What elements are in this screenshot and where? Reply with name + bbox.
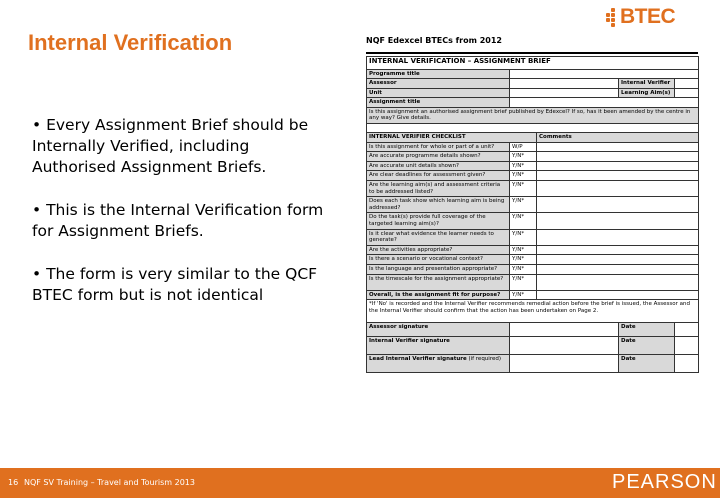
checklist-answer: Y/N* [510,152,537,162]
footer-text: NQF SV Training – Travel and Tourism 2013 [24,478,195,487]
internal-verifier-value [675,79,699,89]
checklist-comment [537,229,699,245]
date-value [675,337,699,355]
remedial-note: *If 'No' is recorded and the Internal Verifier recommends remedial action before the brief is issued, the Assessor and the Internal Verifier should confirm that the action has been undertaken on Page 2. [367,300,699,323]
checklist-answer: Y/N* [510,161,537,171]
checklist-question: Are clear deadlines for assessment given? [367,171,510,181]
checklist-comment [537,255,699,265]
slide-title: Internal Verification [28,30,233,55]
checklist-comment [537,245,699,255]
bullet-list [32,115,337,328]
checklist-question: Is the language and presentation appropriate? [367,264,510,274]
btec-logo [606,4,675,30]
checklist-question: Are the activities appropriate? [367,245,510,255]
checklist-comment [537,171,699,181]
checklist-answer: Y/N* [510,171,537,181]
learning-aim-label: Learning Aim(s) [619,88,675,98]
iv-signature-value [510,337,619,355]
date-label: Date [619,337,675,355]
checklist-answer: Y/N* [510,255,537,265]
checklist-comment [537,197,699,213]
learning-aim-value [675,88,699,98]
checklist-question: Is there a scenario or vocational context? [367,255,510,265]
iv-signature-label: Internal Verifier signature [367,337,510,355]
checklist-question: Are the learning aim(s) and assessment criteria to be addressed listed? [367,181,510,197]
authorised-answer [367,124,699,133]
checklist-question: Are accurate programme details shown? [367,152,510,162]
assessor-label: Assessor [367,79,510,89]
btec-logo-mark-icon [606,6,618,28]
lead-iv-signature-value [510,355,619,373]
checklist-comment [537,213,699,229]
lead-iv-signature-label: Lead Internal Verifier signature [369,356,467,363]
overall-comment [537,290,699,300]
checklist-comment [537,161,699,171]
programme-title-value [510,69,699,79]
footer-bar [0,468,720,498]
checklist-comment [537,142,699,152]
checklist-comment [537,181,699,197]
authorised-question: Is this assignment an authorised assignment brief published by Edexcel? If so, has it been amended by the centre in any way? Give details. [367,107,699,123]
checklist-question: Is the timescale for the assignment appropriate? [367,274,510,290]
checklist-comment [537,274,699,290]
lead-iv-signature-cell [367,355,510,373]
date-label: Date [619,323,675,337]
assessor-signature-value [510,323,619,337]
checklist-answer: Y/N* [510,181,537,197]
bullet-item: • The form is very similar to the QCF BTEC form but is not identical [32,265,318,304]
checklist-answer: Y/N* [510,197,537,213]
bullet-item: • This is the Internal Verification form for Assignment Briefs. [32,201,324,240]
checklist-answer: Y/N* [510,274,537,290]
checklist-header: INTERNAL VERIFIER CHECKLIST [367,133,537,143]
bullet-item: • Every Assignment Brief should be Internally Verified, including Authorised Assignment Briefs. [32,116,309,176]
iv-form-table [366,56,699,374]
checklist-question: Is it clear what evidence the learner needs to generate? [367,229,510,245]
checklist-question: Is this assignment for whole or part of a unit? [367,142,510,152]
programme-title-label: Programme title [367,69,510,79]
overall-question: Overall, is the assignment fit for purpose? [367,290,510,300]
assessor-value [510,79,619,89]
form-rule [366,52,698,54]
if-required-note: (if required) [468,356,501,363]
checklist-question: Are accurate unit details shown? [367,161,510,171]
pearson-logo: PEARSON [612,471,717,493]
unit-label: Unit [367,88,510,98]
checklist-answer: Y/N* [510,229,537,245]
overall-answer: Y/N* [510,290,537,300]
date-value [675,355,699,373]
form-heading: INTERNAL VERIFICATION – ASSIGNMENT BRIEF [367,56,699,69]
checklist-comment [537,152,699,162]
unit-value [510,88,619,98]
checklist-answer: W/P [510,142,537,152]
checklist-answer: Y/N* [510,245,537,255]
checklist-question: Do the task(s) provide full coverage of the targeted learning aim(s)? [367,213,510,229]
checklist-answer: Y/N* [510,213,537,229]
checklist-answer: Y/N* [510,264,537,274]
checklist-question: Does each task show which learning aim is being addressed? [367,197,510,213]
btec-logo-text: BTEC [620,5,676,28]
comments-header: Comments [537,133,699,143]
date-value [675,323,699,337]
date-label: Date [619,355,675,373]
assessor-signature-label: Assessor signature [367,323,510,337]
assignment-title-value [510,98,699,108]
iv-form-image [366,36,698,373]
form-doc-title: NQF Edexcel BTECs from 2012 [366,36,502,45]
internal-verifier-label: Internal Verifier [619,79,675,89]
page-number: 16 [8,478,19,487]
assignment-title-label: Assignment title [367,98,510,108]
checklist-comment [537,264,699,274]
